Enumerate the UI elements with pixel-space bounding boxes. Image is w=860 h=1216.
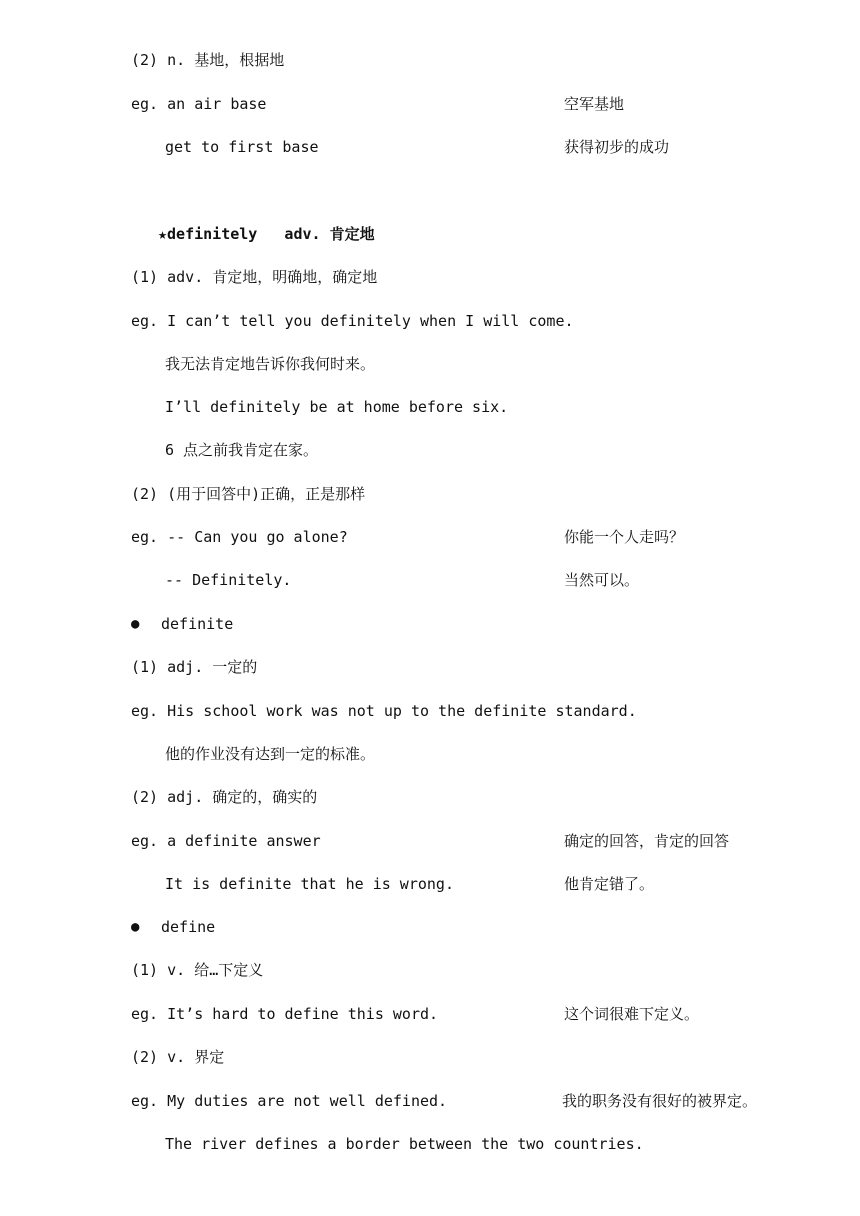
text-line: 获得初步的成功 bbox=[564, 138, 670, 156]
text-line: (2) (用于回答中)正确，正是那样 bbox=[131, 485, 366, 503]
text-line: get to first base bbox=[165, 138, 319, 156]
text-line: eg. My duties are not well defined. bbox=[131, 1092, 448, 1110]
text-line: 空军基地 bbox=[564, 95, 625, 113]
text-line: (1) adj. 一定的 bbox=[131, 658, 258, 676]
text-line: (1) adv. 肯定地，明确地，确定地 bbox=[131, 268, 378, 286]
text-line: (2) v. 界定 bbox=[131, 1048, 225, 1066]
text-line: eg. His school work was not up to the definite standard. bbox=[131, 702, 637, 720]
text-line: The river defines a border between the two countries. bbox=[165, 1135, 644, 1153]
text-line: (2) adj. 确定的，确实的 bbox=[131, 788, 318, 806]
text-line: I’ll definitely be at home before six. bbox=[165, 398, 509, 416]
text-line: 他肯定错了。 bbox=[564, 875, 655, 893]
text-line: 6 点之前我肯定在家。 bbox=[165, 441, 319, 459]
text-line: 这个词很难下定义。 bbox=[564, 1005, 700, 1023]
text-line: ★definitely adv. 肯定地 bbox=[158, 225, 375, 243]
text-line: eg. It’s hard to define this word. bbox=[131, 1005, 439, 1023]
text-line: (1) v. 给…下定义 bbox=[131, 961, 264, 979]
text-line: 你能一个人走吗？ bbox=[564, 528, 685, 546]
text-line: define bbox=[161, 918, 216, 936]
text-line: 当然可以。 bbox=[564, 571, 640, 589]
text-line: eg. -- Can you go alone? bbox=[131, 528, 348, 546]
bullet-icon: ● bbox=[131, 919, 140, 935]
text-line: 我无法肯定地告诉你我何时来。 bbox=[165, 355, 376, 373]
text-line: eg. an air base bbox=[131, 95, 267, 113]
bullet-icon: ● bbox=[131, 616, 140, 632]
text-line: (2) n. 基地，根据地 bbox=[131, 51, 285, 69]
text-line: It is definite that he is wrong. bbox=[165, 875, 454, 893]
text-line: eg. I can’t tell you definitely when I will come. bbox=[131, 312, 574, 330]
text-line: 确定的回答，肯定的回答 bbox=[564, 832, 730, 850]
text-line: definite bbox=[161, 615, 234, 633]
text-line: eg. a definite answer bbox=[131, 832, 321, 850]
text-line: -- Definitely. bbox=[165, 571, 292, 589]
text-line: 我的职务没有很好的被界定。 bbox=[562, 1092, 758, 1110]
text-line: 他的作业没有达到一定的标准。 bbox=[165, 745, 376, 763]
